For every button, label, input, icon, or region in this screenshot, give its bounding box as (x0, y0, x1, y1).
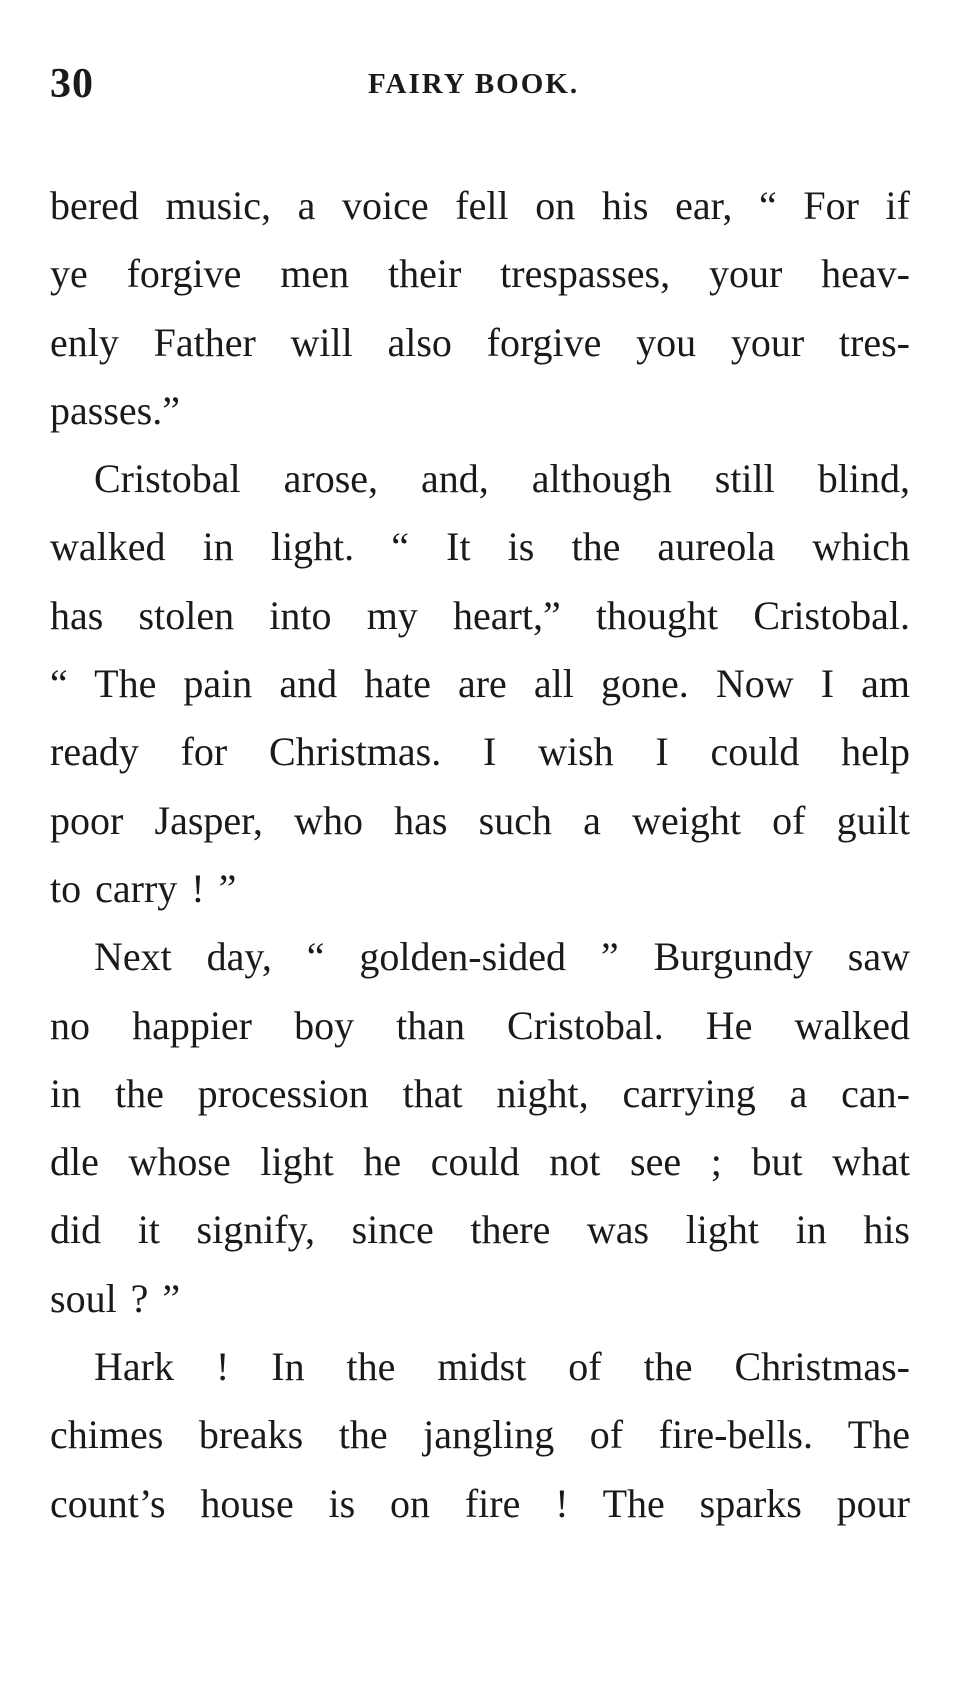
running-title: FAIRY BOOK. (368, 68, 580, 100)
text-line: walked in light. “ It is the aureola which (50, 524, 910, 570)
page-number: 30 (50, 61, 94, 107)
text-line: did it signify, since there was light in his (50, 1207, 910, 1253)
text-line: soul ? ” (50, 1275, 181, 1321)
text-line: Cristobal arose, and, although still blind, (94, 456, 910, 502)
text-line: to carry ! ” (50, 865, 237, 911)
text-line: poor Jasper, who has such a weight of guilt (50, 797, 910, 843)
text-line: Next day, “ golden-sided ” Burgundy saw (94, 934, 910, 980)
text-line: chimes breaks the jangling of fire-bells. The (50, 1412, 910, 1458)
paragraph-4 (50, 1333, 910, 1538)
paragraph-2 (50, 445, 910, 923)
text-line: bered music, a voice fell on his ear, “ For if (50, 183, 910, 228)
text-line: dle whose light he could not see ; but what (50, 1139, 910, 1185)
text-line: enly Father will also forgive you your tres- (50, 319, 910, 365)
running-head (50, 60, 910, 110)
paragraph-1 (50, 172, 910, 445)
body-text (50, 172, 910, 1538)
text-line: passes.” (50, 387, 180, 433)
text-line: “ The pain and hate are all gone. Now I am (50, 661, 910, 707)
text-line: has stolen into my heart,” thought Cristobal. (50, 592, 910, 638)
paragraph-3 (50, 923, 910, 1333)
text-line: in the procession that night, carrying a can- (50, 1070, 910, 1116)
text-line: ready for Christmas. I wish I could help (50, 729, 910, 775)
text-line: Hark ! In the midst of the Christmas- (94, 1344, 910, 1390)
text-line: count’s house is on fire ! The sparks pour (50, 1480, 910, 1526)
text-line: ye forgive men their trespasses, your heav- (50, 251, 910, 297)
text-line: no happier boy than Cristobal. He walked (50, 1002, 910, 1048)
